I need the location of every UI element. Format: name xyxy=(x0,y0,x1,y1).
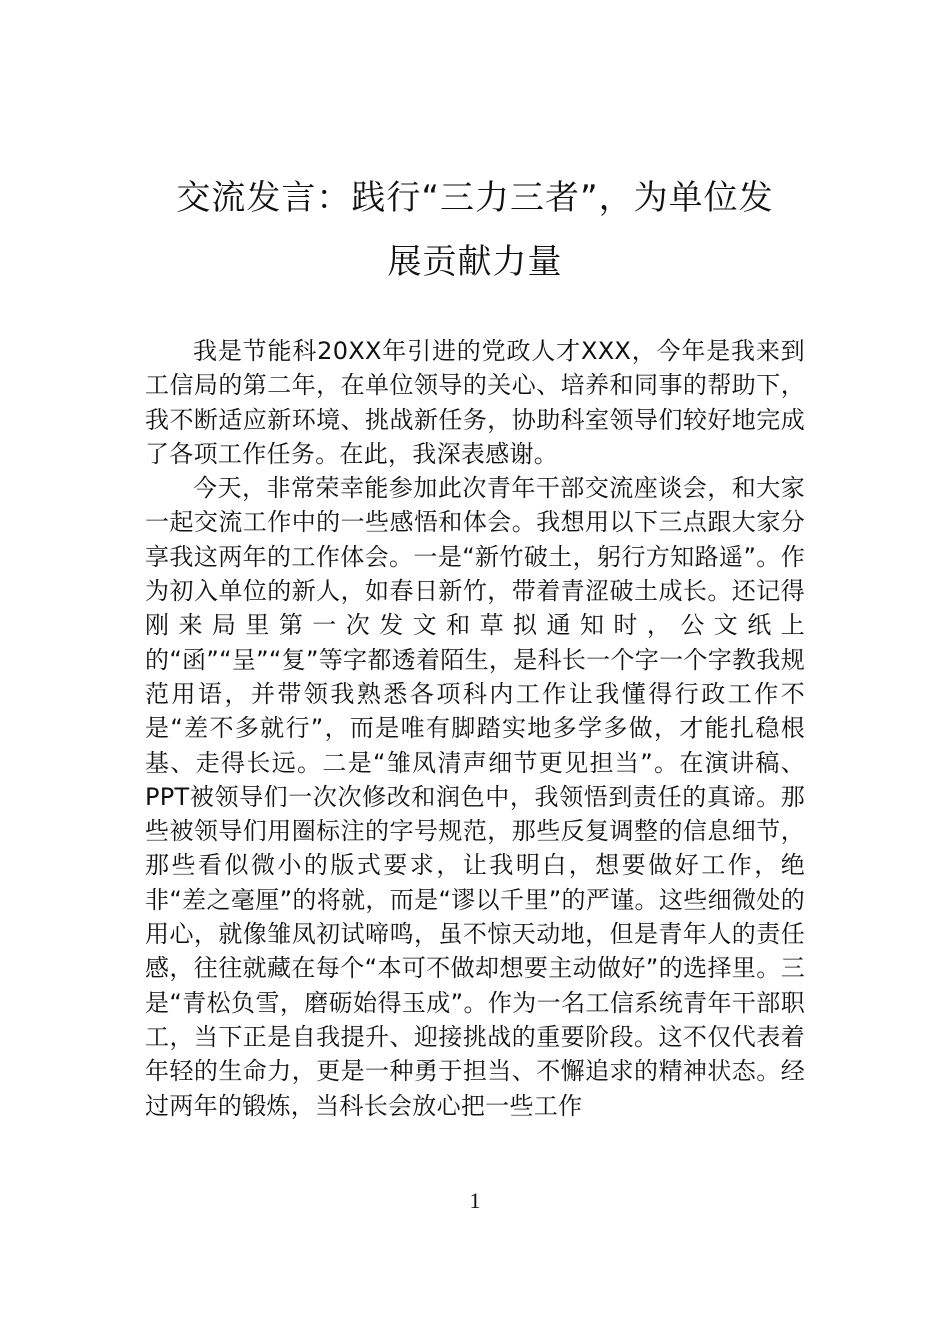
title-line-1: 交流发言：践行“三力三者”，为单位发 xyxy=(176,178,774,218)
paragraph: 今天，非常荣幸能参加此次青年干部交流座谈会，和大家一起交流工作中的一些感悟和体会。我想用以下三点跟大家分享我这两年的工作体会。一是“新竹破土，躬行方知路遥”。作为初入单位的新人，如春日新竹，带着青涩破土成长。还记得刚来局里第一次发文和草拟通知时，公文纸上的“函”“呈”“复”等字都透着陌生，是科长一个字一个字教我规范用语，并带领我熟悉各项科内工作让我懂得行政工作不是“差不多就行”，而是唯有脚踏实地多学多做，才能扎稳根基、走得长远。二是“雏凤清声细节更见担当”。在演讲稿、PPT被领导们一次次修改和润色中，我领悟到责任的真谛。那些被领导们用圈标注的字号规范，那些反复调整的信息细节，那些看似微小的版式要求，让我明白，想要做好工作，绝非“差之毫厘”的将就，而是“谬以千里”的严谨。这些细微处的用心，就像雏凤初试啼鸣，虽不惊天动地，但是青年人的责任感，往往就藏在每个“本可不做却想要主动做好”的选择里。三是“青松负雪，磨砺始得玉成”。作为一名工信系统青年干部职工，当下正是自我提升、迎接挑战的重要阶段。这不仅代表着年轻的生命力，更是一种勇于担当、不懈追求的精神状态。经过两年的锻炼，当科长会放心把一些工作 xyxy=(145,474,805,1120)
title-line-2: 展贡献力量 xyxy=(387,242,563,282)
page-number: 1 xyxy=(469,1188,481,1213)
document-title xyxy=(145,166,805,294)
document-body xyxy=(145,334,805,1123)
paragraph: 我是节能科20XX年引进的党政人才XXX，今年是我来到工信局的第二年，在单位领导的关心、培养和同事的帮助下，我不断适应新环境、挑战新任务，协助科室领导们较好地完成了各项工作任务。在此，我深表感谢。 xyxy=(145,337,805,468)
